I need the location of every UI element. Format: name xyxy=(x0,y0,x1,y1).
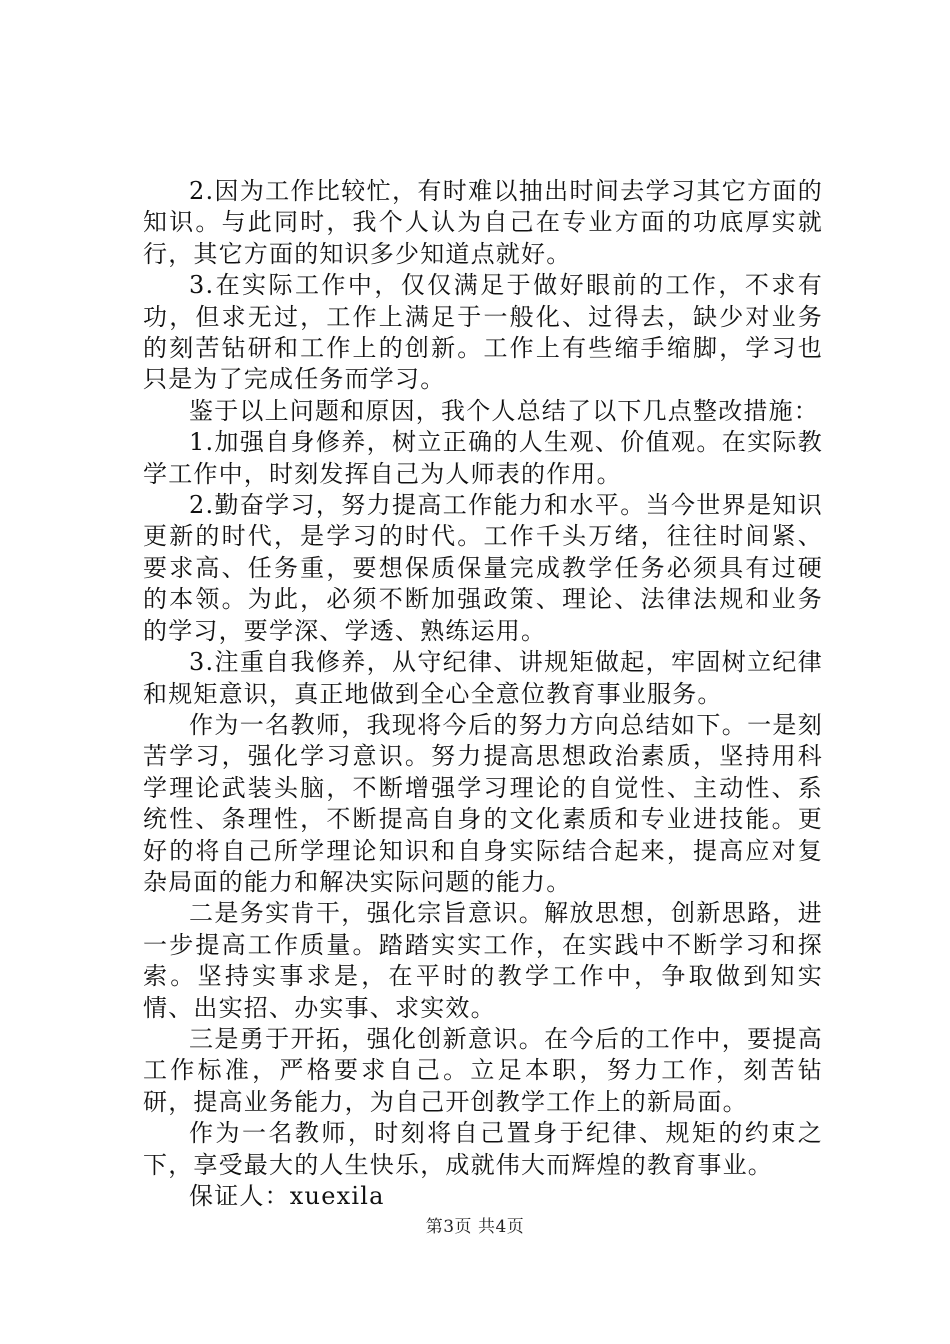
page-indicator: 第3页 共4页 xyxy=(425,1217,525,1237)
paragraph: 1.加强自身修养，树立正确的人生观、价值观。在实际教学工作中，时刻发挥自己为人师表的作用。 xyxy=(143,428,823,488)
paragraph: 二是务实肯干，强化宗旨意识。解放思想，创新思路，进一步提高工作质量。踏踏实实工作，在实践中不断学习和探索。坚持实事求是，在平时的教学工作中，争取做到知实情、出实招、办实事、求实效。 xyxy=(143,899,823,1022)
document-body xyxy=(143,176,823,1212)
paragraph: 3.在实际工作中，仅仅满足于做好眼前的工作，不求有功，但求无过，工作上满足于一般化、过得去，缺少对业务的刻苦钻研和工作上的创新。工作上有些缩手缩脚，学习也只是为了完成任务而学习。 xyxy=(143,271,823,394)
paragraph: 2.因为工作比较忙，有时难以抽出时间去学习其它方面的知识。与此同时，我个人认为自己在专业方面的功底厚实就行，其它方面的知识多少知道点就好。 xyxy=(143,177,823,268)
paragraph: 鉴于以上问题和原因，我个人总结了以下几点整改措施： xyxy=(189,396,819,425)
paragraph: 2.勤奋学习，努力提高工作能力和水平。当今世界是知识更新的时代，是学习的时代。工作千头万绪，往往时间紧、要求高、任务重，要想保质保量完成教学任务必须具有过硬的本领。为此，必须不断加强政策、理论、法律法规和业务的学习，要学深、学透、熟练运用。 xyxy=(143,491,823,645)
paragraph: 作为一名教师，我现将今后的努力方向总结如下。一是刻苦学习，强化学习意识。努力提高思想政治素质，坚持用科学理论武装头脑，不断增强学习理论的自觉性、主动性、系统性、条理性，不断提高自身的文化素质和专业进技能。更好的将自己所学理论知识和自身实际结合起来，提高应对复杂局面的能力和解决实际问题的能力。 xyxy=(143,710,823,896)
paragraph: 作为一名教师，时刻将自己置身于纪律、规矩的约束之下，享受最大的人生快乐，成就伟大而辉煌的教育事业。 xyxy=(143,1119,823,1179)
paragraph: 三是勇于开拓，强化创新意识。在今后的工作中，要提高工作标准，严格要求自己。立足本职，努力工作，刻苦钻研，提高业务能力，为自己开创教学工作上的新局面。 xyxy=(143,1024,823,1116)
paragraph: 3.注重自我修养，从守纪律、讲规矩做起，牢固树立纪律和规矩意识，真正地做到全心全意位教育事业服务。 xyxy=(143,648,823,708)
page-footer xyxy=(0,1212,950,1237)
signature-line: 保证人：xuexila xyxy=(189,1182,385,1210)
